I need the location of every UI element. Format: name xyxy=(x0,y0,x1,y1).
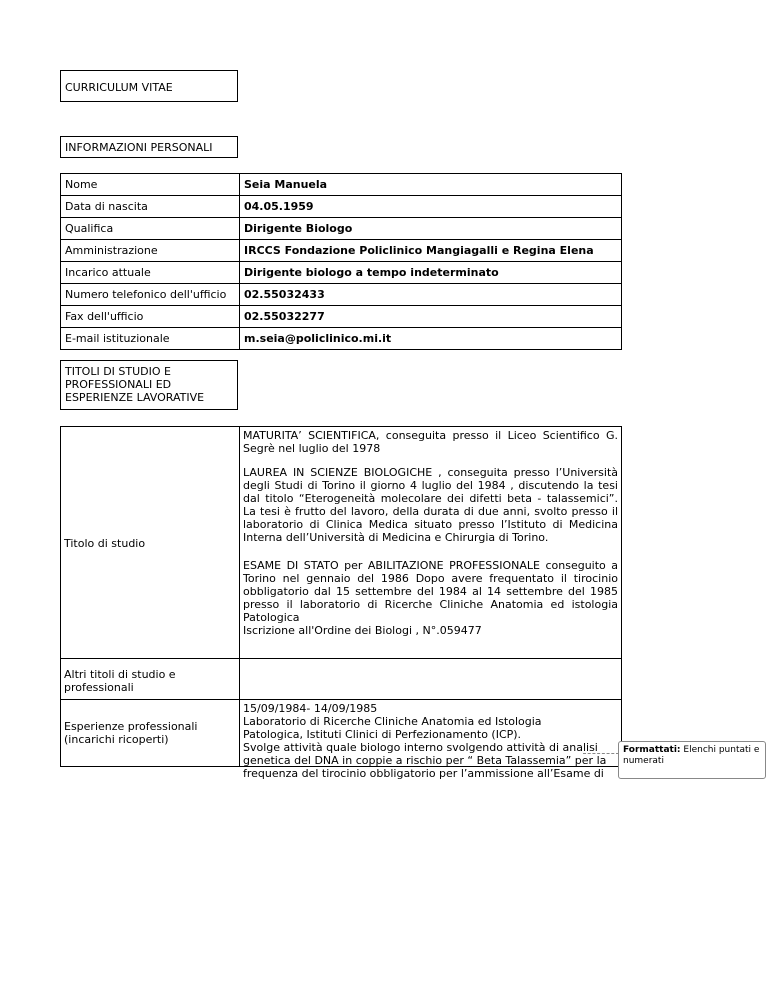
table-row xyxy=(61,218,622,240)
esperienze-content xyxy=(243,702,621,780)
row-value: IRCCS Fondazione Policlinico Mangiagalli e Regina Elena xyxy=(240,240,622,262)
table-row xyxy=(61,262,622,284)
row-value: m.seia@policlinico.mi.it xyxy=(240,328,622,350)
titles-line: ESPERIENZE LAVORATIVE xyxy=(65,391,205,404)
titles-line: PROFESSIONALI ED xyxy=(65,378,172,391)
row-label: Incarico attuale xyxy=(61,262,240,284)
row-value: 02.55032277 xyxy=(240,306,622,328)
titolo-iscrizione: Iscrizione all'Ordine dei Biologi , N°.059477 xyxy=(243,624,482,637)
esperienze-line: 15/09/1984- 14/09/1985 xyxy=(243,702,378,715)
esperienze-line: Patologica, Istituti Clinici di Perfezionamento (ICP). xyxy=(243,728,522,741)
row-label: Fax dell'ufficio xyxy=(61,306,240,328)
titles-section-box xyxy=(60,360,238,410)
altri-label xyxy=(64,668,176,694)
table-row xyxy=(61,328,622,350)
titolo-laurea: LAUREA IN SCIENZE BIOLOGICHE , conseguita presso l’Università degli Studi di Torino il giorno 4 luglio del 1984 , discutendo la tesi dal titolo “Eterogeneità molecolare dei difetti beta - talassemici”. La tesi è frutto del lavoro, della durata di due anni, svolto presso il laboratorio di Clinica Medica situato presso l’Istituto di Medicina Interna dell’Università di Medicina e Chirurgia di Torino. xyxy=(243,466,618,544)
row-label: Nome xyxy=(61,174,240,196)
esperienze-label-line: Esperienze professionali xyxy=(64,720,198,733)
esperienze-line: genetica del DNA in coppie a rischio per “ Beta Talassemia” per la xyxy=(243,754,607,767)
row-label: Numero telefonico dell'ufficio xyxy=(61,284,240,306)
titolo-esame xyxy=(243,559,618,637)
row-label: Qualifica xyxy=(61,218,240,240)
table-row xyxy=(61,306,622,328)
row-label: Amministrazione xyxy=(61,240,240,262)
altri-label-line: Altri titoli di studio e xyxy=(64,668,176,681)
row-value: 04.05.1959 xyxy=(240,196,622,218)
row-value: Seia Manuela xyxy=(240,174,622,196)
table-row xyxy=(61,196,622,218)
personal-section-box xyxy=(60,136,238,158)
row-value: 02.55032433 xyxy=(240,284,622,306)
cv-title: CURRICULUM VITAE xyxy=(65,81,173,94)
altri-label-line: professionali xyxy=(64,681,134,694)
row-value: Dirigente Biologo xyxy=(240,218,622,240)
comment-text: Elenchi puntati e numerati xyxy=(623,745,760,766)
row-label: Data di nascita xyxy=(61,196,240,218)
cv-title-box xyxy=(60,70,238,102)
titolo-esame-text: ESAME DI STATO per ABILITAZIONE PROFESSIONALE conseguito a Torino nel gennaio del 1986 Dopo avere frequentato il tirocinio obbligatorio dal 15 settembre del 1984 al 14 settembre del 1985 presso il laboratorio di Ricerche Cliniche Anatomia ed istologia Patologica xyxy=(243,559,618,624)
altri-content-cell xyxy=(239,658,622,700)
table-row xyxy=(61,240,622,262)
esperienze-label xyxy=(64,720,198,746)
esperienze-line: frequenza del tirocinio obbligatorio per l’ammissione all’Esame di xyxy=(243,767,604,780)
titles-section-title xyxy=(65,365,204,404)
esperienze-label-line: (incarichi ricoperti) xyxy=(64,733,169,746)
table-row xyxy=(61,174,622,196)
esperienze-line: Laboratorio di Ricerche Cliniche Anatomia ed Istologia xyxy=(243,715,542,728)
titles-line: TITOLI DI STUDIO E xyxy=(65,365,171,378)
personal-info-table xyxy=(60,173,622,350)
table-row xyxy=(61,284,622,306)
titolo-maturita: MATURITA’ SCIENTIFICA, conseguita presso il Liceo Scientifico G. Segrè nel luglio del 1978 xyxy=(243,429,618,455)
row-label: E-mail istituzionale xyxy=(61,328,240,350)
personal-section-title: INFORMAZIONI PERSONALI xyxy=(65,141,213,154)
esperienze-line: Svolge attività quale biologo interno svolgendo attività di analisi xyxy=(243,741,598,754)
titolo-label: Titolo di studio xyxy=(64,537,146,550)
row-value: Dirigente biologo a tempo indeterminato xyxy=(240,262,622,284)
comment-connector xyxy=(583,753,619,754)
comment-label: Formattati: xyxy=(623,745,681,755)
format-comment-balloon[interactable] xyxy=(618,741,766,779)
